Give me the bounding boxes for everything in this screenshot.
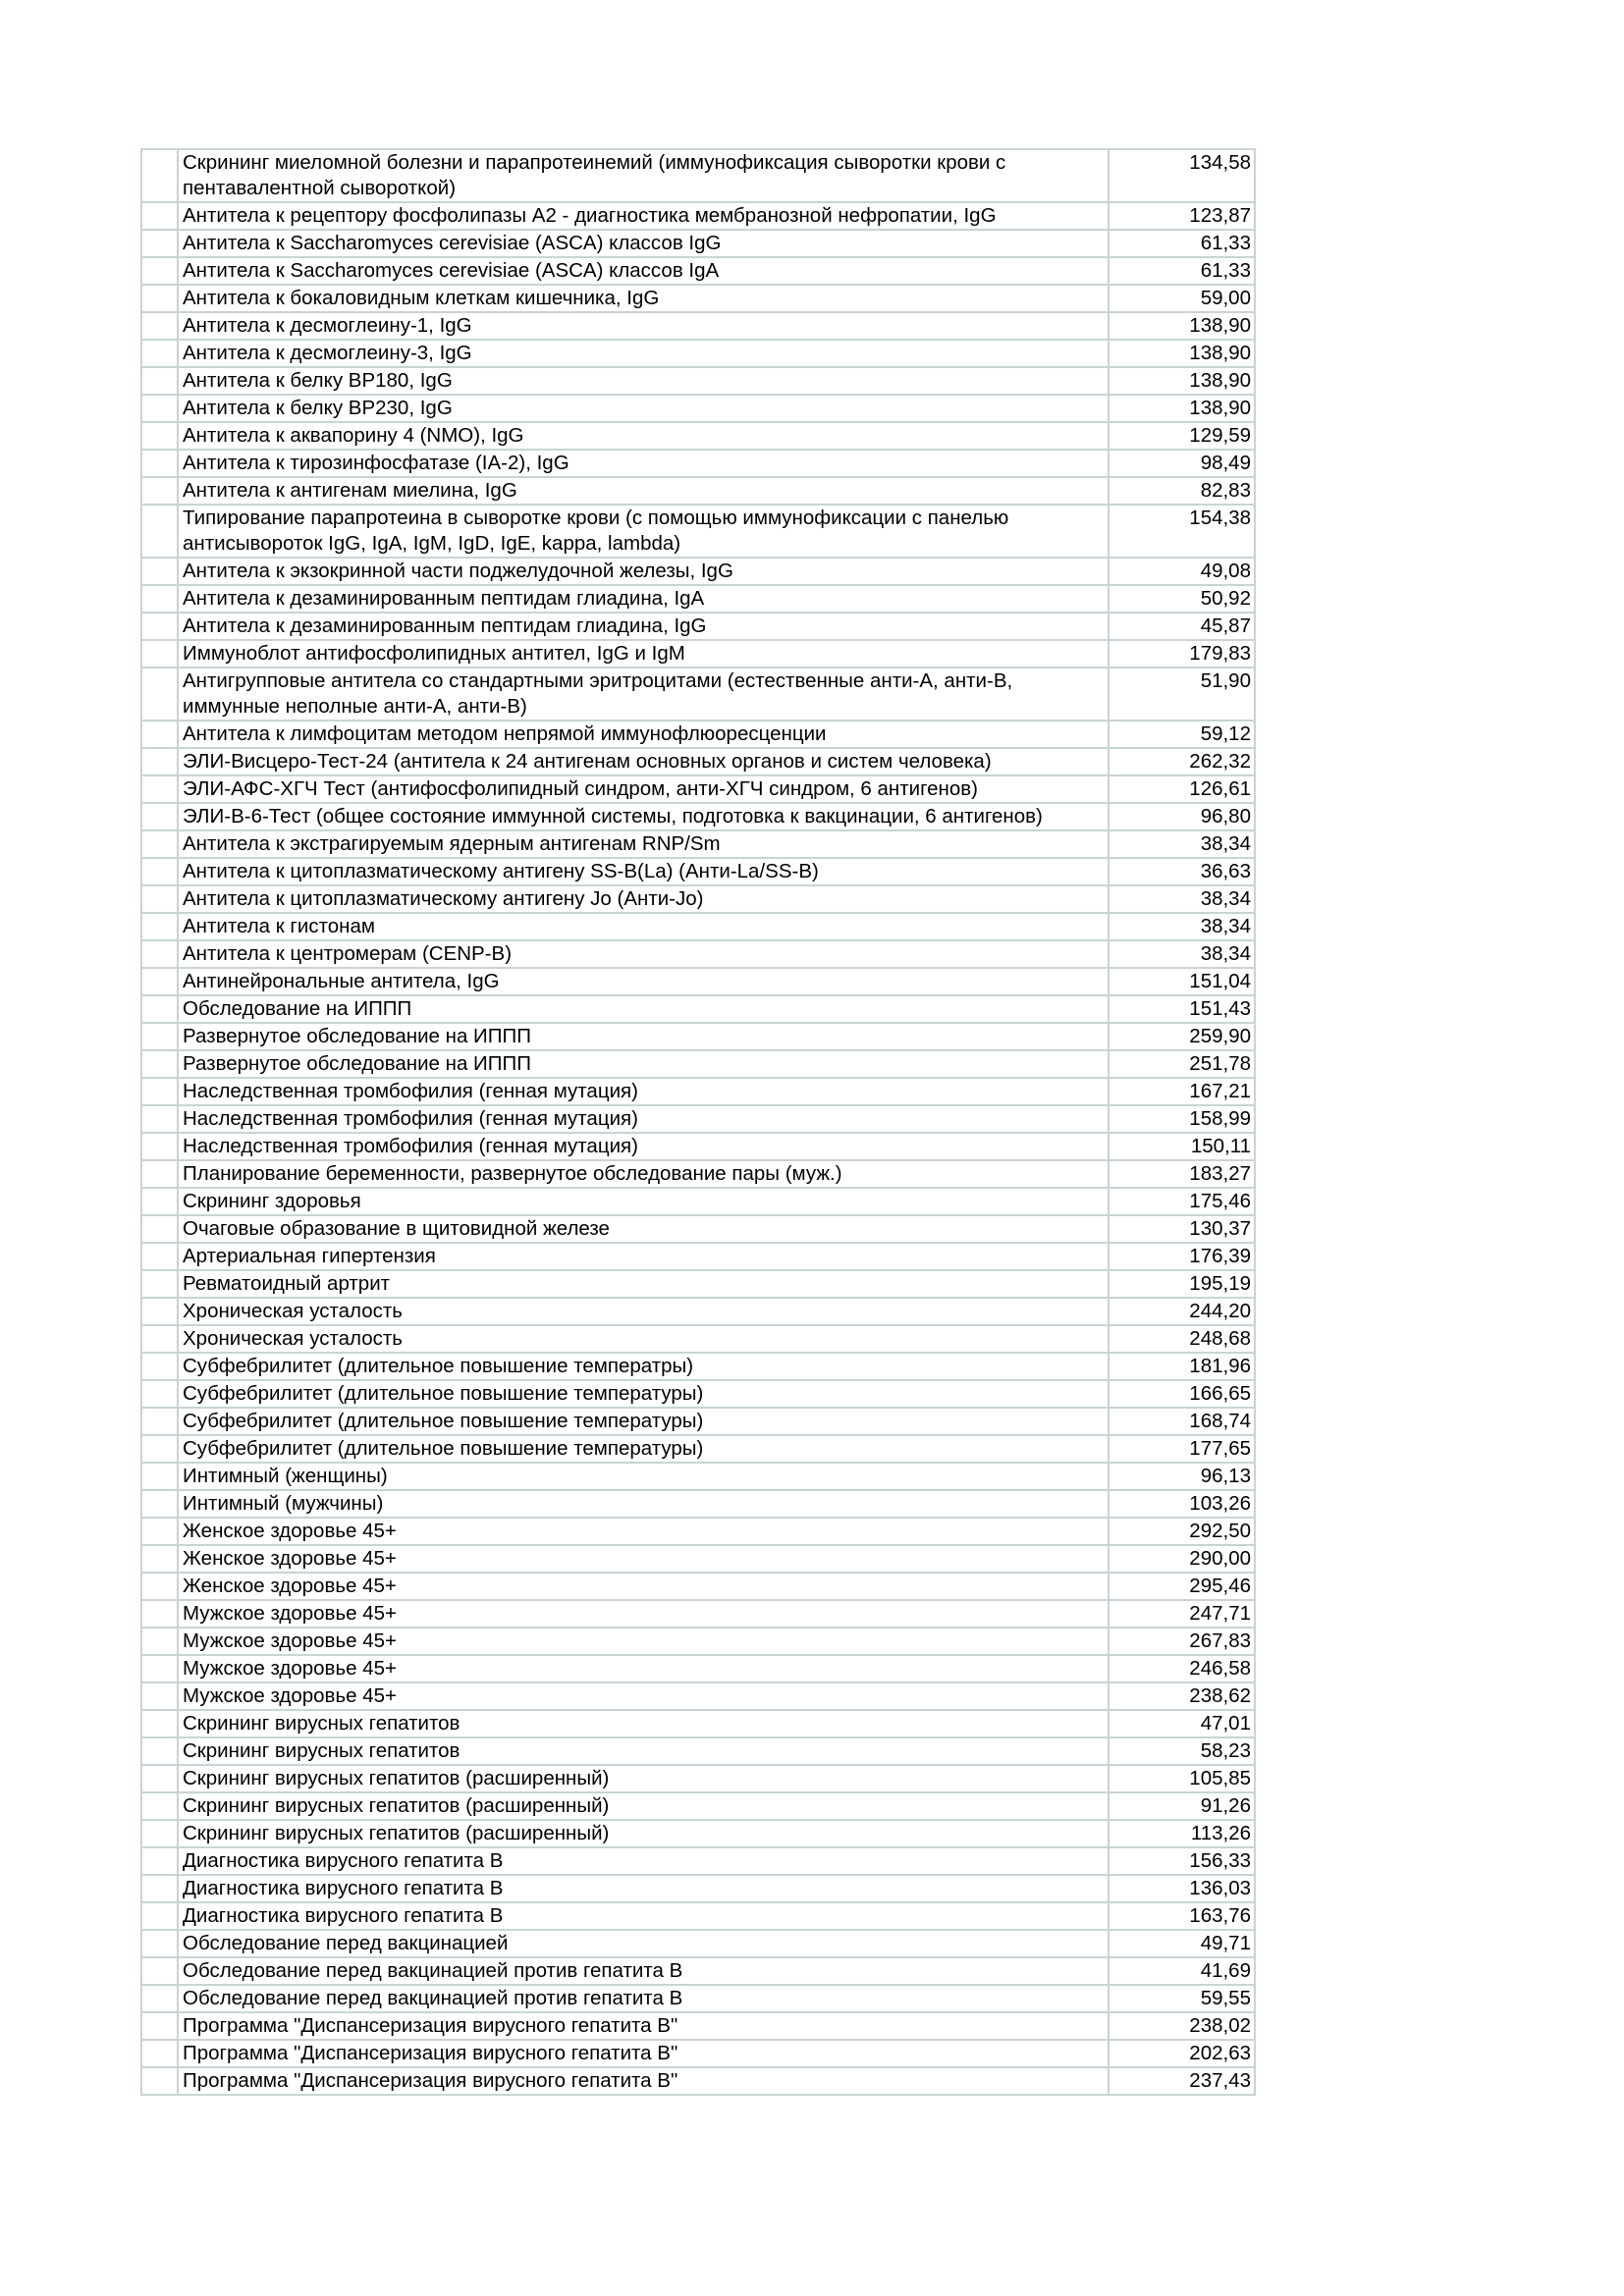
service-price: 45,87 [1109, 613, 1255, 640]
row-number-cell [141, 2012, 178, 2040]
row-number-cell [141, 2040, 178, 2067]
service-name: Скрининг вирусных гепатитов (расширенный) [178, 1765, 1109, 1792]
price-table [140, 148, 1256, 2096]
table-row [141, 1105, 1255, 1133]
row-number-cell [141, 367, 178, 395]
service-price: 237,43 [1109, 2067, 1255, 2095]
table-row [141, 721, 1255, 748]
service-price: 59,00 [1109, 285, 1255, 312]
service-price: 96,80 [1109, 803, 1255, 830]
row-number-cell [141, 1820, 178, 1847]
table-row [141, 1408, 1255, 1435]
service-name: Интимный (мужчины) [178, 1490, 1109, 1518]
row-number-cell [141, 1408, 178, 1435]
service-name: Диагностика вирусного гепатита В [178, 1875, 1109, 1902]
service-price: 150,11 [1109, 1133, 1255, 1160]
table-row [141, 858, 1255, 885]
service-price: 259,90 [1109, 1023, 1255, 1050]
table-row [141, 202, 1255, 230]
service-name: Антитела к экзокринной части поджелудочной железы, IgG [178, 558, 1109, 585]
table-row [141, 1600, 1255, 1628]
table-row [141, 1765, 1255, 1792]
table-row [141, 477, 1255, 505]
service-name: Антитела к экстрагируемым ядерным антигенам RNP/Sm [178, 830, 1109, 858]
row-number-cell [141, 285, 178, 312]
row-number-cell [141, 1792, 178, 1820]
table-row [141, 913, 1255, 940]
table-row [141, 1682, 1255, 1710]
service-name: Программа "Диспансеризация вирусного гепатита В" [178, 2040, 1109, 2067]
service-price: 151,04 [1109, 968, 1255, 995]
table-row [141, 340, 1255, 367]
row-number-cell [141, 1600, 178, 1628]
service-price: 41,69 [1109, 1957, 1255, 1985]
service-name: Развернутое обследование на ИППП [178, 1023, 1109, 1050]
table-row [141, 995, 1255, 1023]
service-price: 38,34 [1109, 940, 1255, 968]
table-row [141, 285, 1255, 312]
table-row [141, 1902, 1255, 1930]
service-name: Диагностика вирусного гепатита В [178, 1902, 1109, 1930]
table-row [141, 1490, 1255, 1518]
row-number-cell [141, 748, 178, 775]
row-number-cell [141, 505, 178, 558]
service-price: 138,90 [1109, 395, 1255, 422]
row-number-cell [141, 1765, 178, 1792]
service-name: Скрининг вирусных гепатитов (расширенный) [178, 1820, 1109, 1847]
table-row [141, 505, 1255, 558]
row-number-cell [141, 830, 178, 858]
table-row [141, 1243, 1255, 1270]
table-row [141, 422, 1255, 450]
service-name: Наследственная тромбофилия (генная мутация) [178, 1105, 1109, 1133]
row-number-cell [141, 558, 178, 585]
row-number-cell [141, 1875, 178, 1902]
service-price: 38,34 [1109, 885, 1255, 913]
table-row [141, 230, 1255, 257]
service-name: Женское здоровье 45+ [178, 1545, 1109, 1573]
service-price: 59,55 [1109, 1985, 1255, 2012]
table-row [141, 1957, 1255, 1985]
row-number-cell [141, 1957, 178, 1985]
row-number-cell [141, 1243, 178, 1270]
row-number-cell [141, 585, 178, 613]
service-name: Типирование парапротеина в сыворотке крови (с помощью иммунофиксации с панелью антисывороток IgG, IgA, IgM, IgD, IgE, kappa, lambda) [178, 505, 1109, 558]
row-number-cell [141, 1133, 178, 1160]
row-number-cell [141, 1682, 178, 1710]
service-name: Мужское здоровье 45+ [178, 1600, 1109, 1628]
service-name: Программа "Диспансеризация вирусного гепатита В" [178, 2012, 1109, 2040]
service-name: Субфебрилитет (длительное повышение температуры) [178, 1408, 1109, 1435]
table-row [141, 1875, 1255, 1902]
row-number-cell [141, 1930, 178, 1957]
service-price: 176,39 [1109, 1243, 1255, 1270]
service-name: Антигрупповые антитела со стандартными эритроцитами (естественные анти-А, анти-В, иммунные неполные анти-А, анти-В) [178, 667, 1109, 721]
row-number-cell [141, 940, 178, 968]
service-price: 246,58 [1109, 1655, 1255, 1682]
service-name: Антинейрональные антитела, IgG [178, 968, 1109, 995]
service-name: Антитела к рецептору фосфолипазы А2 - диагностика мембранозной нефропатии, IgG [178, 202, 1109, 230]
service-price: 166,65 [1109, 1380, 1255, 1408]
service-name: Антитела к аквапорину 4 (NMO), IgG [178, 422, 1109, 450]
service-price: 103,26 [1109, 1490, 1255, 1518]
row-number-cell [141, 968, 178, 995]
service-price: 238,02 [1109, 2012, 1255, 2040]
table-row [141, 1023, 1255, 1050]
service-price: 126,61 [1109, 775, 1255, 803]
table-row [141, 613, 1255, 640]
row-number-cell [141, 422, 178, 450]
service-name: Антитела к тирозинфосфатазе (IA-2), IgG [178, 450, 1109, 477]
service-price: 163,76 [1109, 1902, 1255, 1930]
service-name: Скрининг миеломной болезни и парапротеинемий (иммунофиксация сыворотки крови с пентавалентной сывороткой) [178, 149, 1109, 202]
table-row [141, 1188, 1255, 1215]
table-row [141, 1930, 1255, 1957]
row-number-cell [141, 885, 178, 913]
row-number-cell [141, 202, 178, 230]
service-name: Обследование перед вакцинацией против гепатита В [178, 1957, 1109, 1985]
table-row [141, 1985, 1255, 2012]
table-row [141, 450, 1255, 477]
service-name: Мужское здоровье 45+ [178, 1628, 1109, 1655]
service-name: Ревматоидный артрит [178, 1270, 1109, 1298]
service-price: 158,99 [1109, 1105, 1255, 1133]
table-row [141, 1463, 1255, 1490]
service-price: 290,00 [1109, 1545, 1255, 1573]
service-name: Субфебрилитет (длительное повышение температуры) [178, 1435, 1109, 1463]
service-name: Антитела к бокаловидным клеткам кишечника, IgG [178, 285, 1109, 312]
table-row [141, 968, 1255, 995]
service-name: Скрининг здоровья [178, 1188, 1109, 1215]
row-number-cell [141, 1463, 178, 1490]
row-number-cell [141, 1710, 178, 1737]
table-row [141, 1792, 1255, 1820]
service-name: Развернутое обследование на ИППП [178, 1050, 1109, 1078]
row-number-cell [141, 477, 178, 505]
row-number-cell [141, 858, 178, 885]
row-number-cell [141, 257, 178, 285]
service-name: Женское здоровье 45+ [178, 1518, 1109, 1545]
row-number-cell [141, 1023, 178, 1050]
table-row [141, 585, 1255, 613]
row-number-cell [141, 803, 178, 830]
service-name: ЭЛИ-В-6-Тест (общее состояние иммунной системы, подготовка к вакцинации, 6 антигенов) [178, 803, 1109, 830]
table-row [141, 149, 1255, 202]
service-price: 61,33 [1109, 230, 1255, 257]
service-name: Антитела к дезаминированным пептидам глиадина, IgA [178, 585, 1109, 613]
service-price: 202,63 [1109, 2040, 1255, 2067]
table-row [141, 803, 1255, 830]
service-name: Скрининг вирусных гепатитов [178, 1710, 1109, 1737]
row-number-cell [141, 613, 178, 640]
table-row [141, 2040, 1255, 2067]
service-price: 138,90 [1109, 340, 1255, 367]
service-name: Хроническая усталость [178, 1298, 1109, 1325]
service-name: Наследственная тромбофилия (генная мутация) [178, 1078, 1109, 1105]
table-row [141, 748, 1255, 775]
row-number-cell [141, 395, 178, 422]
service-name: Интимный (женщины) [178, 1463, 1109, 1490]
row-number-cell [141, 995, 178, 1023]
service-name: Антитела к десмоглеину-1, IgG [178, 312, 1109, 340]
service-name: Диагностика вирусного гепатита В [178, 1847, 1109, 1875]
service-price: 47,01 [1109, 1710, 1255, 1737]
service-name: Программа "Диспансеризация вирусного гепатита В" [178, 2067, 1109, 2095]
service-price: 82,83 [1109, 477, 1255, 505]
table-row [141, 1298, 1255, 1325]
service-price: 175,46 [1109, 1188, 1255, 1215]
table-row [141, 940, 1255, 968]
service-name: ЭЛИ-АФС-ХГЧ Тест (антифосфолипидный синдром, анти-ХГЧ синдром, 6 антигенов) [178, 775, 1109, 803]
row-number-cell [141, 2067, 178, 2095]
table-row [141, 1847, 1255, 1875]
row-number-cell [141, 450, 178, 477]
service-name: Мужское здоровье 45+ [178, 1655, 1109, 1682]
table-row [141, 1435, 1255, 1463]
service-price: 151,43 [1109, 995, 1255, 1023]
row-number-cell [141, 1902, 178, 1930]
row-number-cell [141, 149, 178, 202]
service-price: 51,90 [1109, 667, 1255, 721]
service-name: Скрининг вирусных гепатитов [178, 1737, 1109, 1765]
table-row [141, 775, 1255, 803]
row-number-cell [141, 721, 178, 748]
service-price: 156,33 [1109, 1847, 1255, 1875]
table-row [141, 1078, 1255, 1105]
service-name: Антитела к дезаминированным пептидам глиадина, IgG [178, 613, 1109, 640]
service-price: 134,58 [1109, 149, 1255, 202]
row-number-cell [141, 1573, 178, 1600]
table-row [141, 1710, 1255, 1737]
service-name: Антитела к цитоплазматическому антигену Jo (Анти-Jo) [178, 885, 1109, 913]
table-row [141, 1518, 1255, 1545]
service-price: 168,74 [1109, 1408, 1255, 1435]
table-row [141, 1380, 1255, 1408]
row-number-cell [141, 1545, 178, 1573]
service-price: 244,20 [1109, 1298, 1255, 1325]
row-number-cell [141, 1105, 178, 1133]
row-number-cell [141, 1628, 178, 1655]
table-row [141, 667, 1255, 721]
row-number-cell [141, 1270, 178, 1298]
service-name: Скрининг вирусных гепатитов (расширенный) [178, 1792, 1109, 1820]
table-row [141, 830, 1255, 858]
row-number-cell [141, 1353, 178, 1380]
price-table-body [141, 149, 1255, 2095]
table-row [141, 2067, 1255, 2095]
table-row [141, 257, 1255, 285]
service-name: Антитела к цитоплазматическому антигену SS-B(La) (Анти-La/SS-B) [178, 858, 1109, 885]
row-number-cell [141, 230, 178, 257]
row-number-cell [141, 1435, 178, 1463]
service-name: ЭЛИ-Висцеро-Тест-24 (антитела к 24 антигенам основных органов и систем человека) [178, 748, 1109, 775]
service-price: 292,50 [1109, 1518, 1255, 1545]
service-name: Очаговые образование в щитовидной железе [178, 1215, 1109, 1243]
row-number-cell [141, 775, 178, 803]
row-number-cell [141, 312, 178, 340]
service-price: 138,90 [1109, 367, 1255, 395]
table-row [141, 367, 1255, 395]
row-number-cell [141, 1160, 178, 1188]
service-price: 295,46 [1109, 1573, 1255, 1600]
service-price: 98,49 [1109, 450, 1255, 477]
service-price: 247,71 [1109, 1600, 1255, 1628]
row-number-cell [141, 1078, 178, 1105]
row-number-cell [141, 667, 178, 721]
service-price: 96,13 [1109, 1463, 1255, 1490]
table-row [141, 1050, 1255, 1078]
service-price: 36,63 [1109, 858, 1255, 885]
table-row [141, 2012, 1255, 2040]
row-number-cell [141, 1490, 178, 1518]
table-row [141, 1270, 1255, 1298]
service-price: 262,32 [1109, 748, 1255, 775]
row-number-cell [141, 1215, 178, 1243]
service-price: 238,62 [1109, 1682, 1255, 1710]
service-price: 251,78 [1109, 1050, 1255, 1078]
row-number-cell [141, 1298, 178, 1325]
service-price: 183,27 [1109, 1160, 1255, 1188]
service-name: Мужское здоровье 45+ [178, 1682, 1109, 1710]
service-name: Антитела к центромерам (CENP-B) [178, 940, 1109, 968]
row-number-cell [141, 913, 178, 940]
service-name: Обследование перед вакцинацией [178, 1930, 1109, 1957]
service-price: 177,65 [1109, 1435, 1255, 1463]
service-name: Антитела к лимфоцитам методом непрямой иммунофлюоресценции [178, 721, 1109, 748]
table-row [141, 312, 1255, 340]
service-name: Субфебрилитет (длительное повышение температры) [178, 1353, 1109, 1380]
service-price: 179,83 [1109, 640, 1255, 667]
table-row [141, 640, 1255, 667]
service-price: 113,26 [1109, 1820, 1255, 1847]
service-name: Артериальная гипертензия [178, 1243, 1109, 1270]
table-row [141, 1820, 1255, 1847]
service-name: Антитела к десмоглеину-3, IgG [178, 340, 1109, 367]
service-name: Обследование перед вакцинацией против гепатита В [178, 1985, 1109, 2012]
table-row [141, 1160, 1255, 1188]
service-price: 129,59 [1109, 422, 1255, 450]
service-name: Хроническая усталость [178, 1325, 1109, 1353]
service-name: Планирование беременности, развернутое обследование пары (муж.) [178, 1160, 1109, 1188]
table-row [141, 1655, 1255, 1682]
service-name: Антитела к антигенам миелина, IgG [178, 477, 1109, 505]
table-row [141, 558, 1255, 585]
service-name: Антитела к белку BP180, IgG [178, 367, 1109, 395]
service-price: 267,83 [1109, 1628, 1255, 1655]
service-name: Иммуноблот антифосфолипидных антител, IgG и IgM [178, 640, 1109, 667]
service-price: 50,92 [1109, 585, 1255, 613]
service-price: 123,87 [1109, 202, 1255, 230]
service-price: 58,23 [1109, 1737, 1255, 1765]
service-name: Антитела к Saccharomyces cerevisiae (ASCA) классов IgA [178, 257, 1109, 285]
row-number-cell [141, 1985, 178, 2012]
table-row [141, 1133, 1255, 1160]
table-row [141, 395, 1255, 422]
service-name: Обследование на ИППП [178, 995, 1109, 1023]
service-name: Субфебрилитет (длительное повышение температуры) [178, 1380, 1109, 1408]
service-price: 130,37 [1109, 1215, 1255, 1243]
service-name: Антитела к Saccharomyces cerevisiae (ASCA) классов IgG [178, 230, 1109, 257]
service-price: 154,38 [1109, 505, 1255, 558]
row-number-cell [141, 1847, 178, 1875]
table-row [141, 1737, 1255, 1765]
table-row [141, 1545, 1255, 1573]
service-price: 59,12 [1109, 721, 1255, 748]
table-row [141, 1325, 1255, 1353]
service-name: Антитела к белку BP230, IgG [178, 395, 1109, 422]
table-row [141, 1573, 1255, 1600]
service-price: 105,85 [1109, 1765, 1255, 1792]
table-row [141, 1628, 1255, 1655]
service-name: Антитела к гистонам [178, 913, 1109, 940]
service-price: 138,90 [1109, 312, 1255, 340]
row-number-cell [141, 1188, 178, 1215]
row-number-cell [141, 1518, 178, 1545]
service-name: Женское здоровье 45+ [178, 1573, 1109, 1600]
service-price: 195,19 [1109, 1270, 1255, 1298]
row-number-cell [141, 1050, 178, 1078]
service-price: 38,34 [1109, 913, 1255, 940]
service-price: 136,03 [1109, 1875, 1255, 1902]
row-number-cell [141, 340, 178, 367]
table-row [141, 1215, 1255, 1243]
service-price: 61,33 [1109, 257, 1255, 285]
service-price: 49,71 [1109, 1930, 1255, 1957]
service-price: 167,21 [1109, 1078, 1255, 1105]
table-row [141, 885, 1255, 913]
service-price: 49,08 [1109, 558, 1255, 585]
service-price: 181,96 [1109, 1353, 1255, 1380]
service-price: 91,26 [1109, 1792, 1255, 1820]
row-number-cell [141, 1737, 178, 1765]
service-name: Наследственная тромбофилия (генная мутация) [178, 1133, 1109, 1160]
row-number-cell [141, 1380, 178, 1408]
table-row [141, 1353, 1255, 1380]
row-number-cell [141, 640, 178, 667]
row-number-cell [141, 1325, 178, 1353]
row-number-cell [141, 1655, 178, 1682]
service-price: 38,34 [1109, 830, 1255, 858]
service-price: 248,68 [1109, 1325, 1255, 1353]
